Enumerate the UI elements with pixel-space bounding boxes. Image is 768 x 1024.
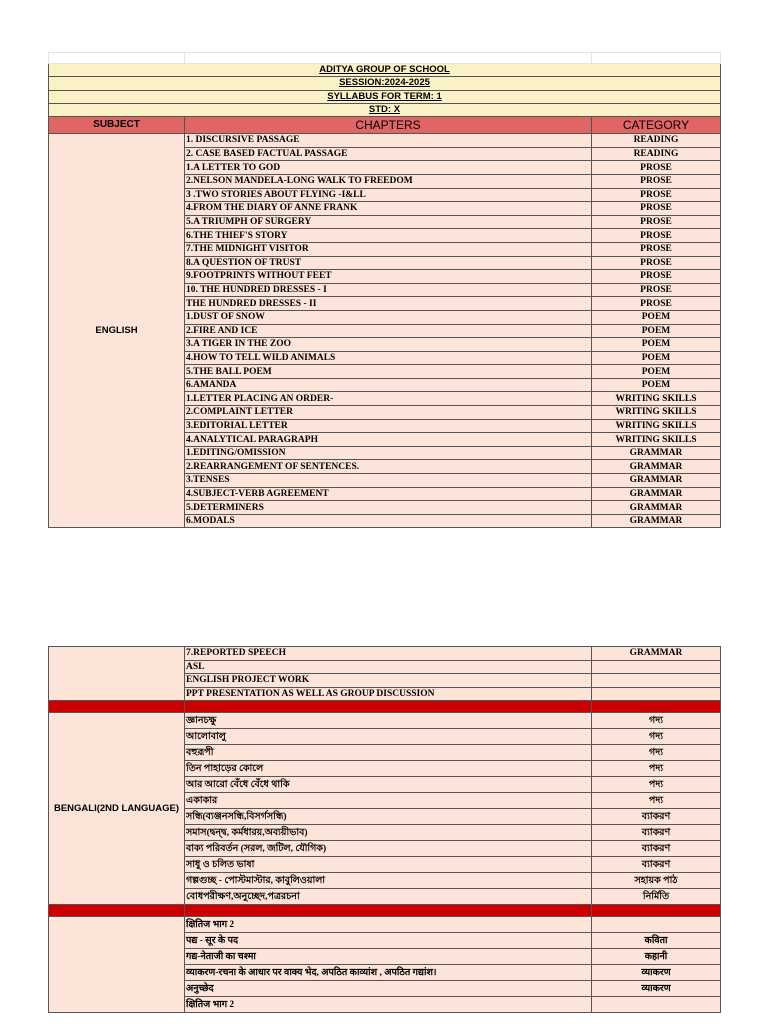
subject-header: SUBJECT xyxy=(49,117,185,134)
chapter-cell: 4.ANALYTICAL PARAGRAPH xyxy=(185,433,592,447)
chapter-cell: জ্ঞানচক্ষু xyxy=(185,713,592,729)
category-cell: GRAMMAR xyxy=(592,460,721,474)
chapter-cell: 5.THE BALL POEM xyxy=(185,365,592,379)
category-cell xyxy=(592,687,721,701)
category-cell: PROSE xyxy=(592,161,721,175)
category-cell: PROSE xyxy=(592,256,721,270)
category-cell: গদ্য xyxy=(592,729,721,745)
category-cell: ব্যাকরণ xyxy=(592,825,721,841)
table-row xyxy=(49,647,721,661)
chapter-cell: अनुच्छेद xyxy=(185,981,592,997)
chapter-cell: সন্ধি(ব্যঞ্জনসন্ধি,বিসর্গসন্ধি) xyxy=(185,809,592,825)
category-cell: পদ্য xyxy=(592,761,721,777)
category-cell xyxy=(592,997,721,1013)
section-separator xyxy=(49,701,721,713)
category-cell xyxy=(592,660,721,674)
category-cell: GRAMMAR xyxy=(592,501,721,515)
table-row xyxy=(49,713,721,729)
category-cell: POEM xyxy=(592,324,721,338)
chapter-cell: একাকার xyxy=(185,793,592,809)
chapter-cell: व्याकरण-रचना के आधार पर वाक्य भेद, अपठित काव्यांश , अपठित गद्यांश। xyxy=(185,965,592,981)
chapter-cell: 4.SUBJECT-VERB AGREEMENT xyxy=(185,487,592,501)
english-section xyxy=(49,134,721,528)
category-cell: ব্যাকরণ xyxy=(592,841,721,857)
chapter-cell: 10. THE HUNDRED DRESSES - I xyxy=(185,283,592,297)
category-cell: PROSE xyxy=(592,242,721,256)
chapter-cell: গল্পগুচ্ছ - পোস্টমাস্টার, কাবুলিওয়ালা xyxy=(185,873,592,889)
category-cell: গদ্য xyxy=(592,745,721,761)
standard-label: STD: X xyxy=(49,103,721,116)
chapter-cell: 1.A LETTER TO GOD xyxy=(185,161,592,175)
chapter-cell: 3.TENSES xyxy=(185,474,592,488)
chapter-cell: 6.AMANDA xyxy=(185,378,592,392)
chapter-cell: 1. DISCURSIVE PASSAGE xyxy=(185,134,592,148)
category-cell: GRAMMAR xyxy=(592,446,721,460)
chapter-cell: गद्य-नेताजी का चश्मा xyxy=(185,949,592,965)
category-cell: POEM xyxy=(592,378,721,392)
chapter-cell: THE HUNDRED DRESSES - II xyxy=(185,297,592,311)
chapter-cell: 7.THE MIDNIGHT VISITOR xyxy=(185,242,592,256)
category-cell: WRITING SKILLS xyxy=(592,392,721,406)
category-cell: PROSE xyxy=(592,297,721,311)
chapter-cell: क्षितिज भाग 2 xyxy=(185,997,592,1013)
section-separator xyxy=(49,905,721,917)
chapter-cell: 1.EDITING/OMISSION xyxy=(185,446,592,460)
category-cell: নির্মিতি xyxy=(592,889,721,905)
chapter-cell: বাক্য পরিবর্তন (সরল, জটিল, যৌগিক) xyxy=(185,841,592,857)
chapter-cell: 2.FIRE AND ICE xyxy=(185,324,592,338)
chapter-cell: সাধু ও চলিত ভাষা xyxy=(185,857,592,873)
chapter-cell: PPT PRESENTATION AS WELL AS GROUP DISCUSSION xyxy=(185,687,592,701)
category-header: CATEGORY xyxy=(592,117,721,134)
term-label: SYLLABUS FOR TERM: 1 xyxy=(49,90,721,103)
subject-cell xyxy=(49,647,185,701)
chapter-cell: বহুরূপী xyxy=(185,745,592,761)
category-cell: READING xyxy=(592,134,721,148)
chapter-cell: 1.DUST OF SNOW xyxy=(185,310,592,324)
chapter-cell: 5.DETERMINERS xyxy=(185,501,592,515)
category-cell: পদ্য xyxy=(592,777,721,793)
syllabus-sheet-page-2 xyxy=(48,646,720,1013)
category-cell xyxy=(592,674,721,688)
category-cell: ব্যাকরণ xyxy=(592,809,721,825)
chapter-cell: 2.REARRANGEMENT OF SENTENCES. xyxy=(185,460,592,474)
chapter-cell: 2.COMPLAINT LETTER xyxy=(185,406,592,420)
category-cell: গদ্য xyxy=(592,713,721,729)
chapter-cell: 3 .TWO STORIES ABOUT FLYING -I&LL xyxy=(185,188,592,202)
category-cell: POEM xyxy=(592,365,721,379)
chapter-cell: ENGLISH PROJECT WORK xyxy=(185,674,592,688)
category-cell: POEM xyxy=(592,351,721,365)
category-cell xyxy=(592,917,721,933)
category-cell: GRAMMAR xyxy=(592,647,721,661)
category-cell: GRAMMAR xyxy=(592,474,721,488)
chapter-cell: 2. CASE BASED FACTUAL PASSAGE xyxy=(185,147,592,161)
chapter-cell: 6.THE THIEF'S STORY xyxy=(185,229,592,243)
category-cell: व्याकरण xyxy=(592,981,721,997)
subject-cell xyxy=(49,917,185,1013)
category-cell: PROSE xyxy=(592,283,721,297)
syllabus-table-continued xyxy=(48,646,721,1013)
chapter-cell: 5.A TRIUMPH OF SURGERY xyxy=(185,215,592,229)
chapter-cell: আলোবালু xyxy=(185,729,592,745)
syllabus-sheet-page-1 xyxy=(48,52,720,528)
chapter-cell: তিন পাহাড়ের কোলে xyxy=(185,761,592,777)
category-cell: GRAMMAR xyxy=(592,514,721,528)
school-name: ADITYA GROUP OF SCHOOL xyxy=(49,64,721,77)
chapter-cell: 8.A QUESTION OF TRUST xyxy=(185,256,592,270)
syllabus-table xyxy=(48,52,721,528)
category-cell: PROSE xyxy=(592,270,721,284)
chapter-cell: 7.REPORTED SPEECH xyxy=(185,647,592,661)
header-row xyxy=(49,117,721,134)
title-row xyxy=(49,64,721,77)
table-row xyxy=(49,917,721,933)
bengali-section xyxy=(49,713,721,905)
title-row xyxy=(49,90,721,103)
category-cell: WRITING SKILLS xyxy=(592,433,721,447)
category-cell: ব্যাকরণ xyxy=(592,857,721,873)
empty-row xyxy=(49,53,721,64)
category-cell: PROSE xyxy=(592,215,721,229)
subject-cell: BENGALI(2ND LANGUAGE) xyxy=(49,713,185,905)
category-cell: WRITING SKILLS xyxy=(592,406,721,420)
category-cell: GRAMMAR xyxy=(592,487,721,501)
chapter-cell: क्षितिज भाग 2 xyxy=(185,917,592,933)
english-section-continued xyxy=(49,647,721,701)
chapter-cell: 6.MODALS xyxy=(185,514,592,528)
category-cell: कहानी xyxy=(592,949,721,965)
title-row xyxy=(49,77,721,90)
category-cell: POEM xyxy=(592,310,721,324)
table-row xyxy=(49,134,721,148)
category-cell: পদ্য xyxy=(592,793,721,809)
category-cell: PROSE xyxy=(592,202,721,216)
chapter-cell: 1.LETTER PLACING AN ORDER- xyxy=(185,392,592,406)
category-cell: PROSE xyxy=(592,174,721,188)
chapters-header: CHAPTERS xyxy=(185,117,592,134)
chapter-cell: 3.EDITORIAL LETTER xyxy=(185,419,592,433)
chapter-cell: ASL xyxy=(185,660,592,674)
category-cell: PROSE xyxy=(592,188,721,202)
subject-cell: ENGLISH xyxy=(49,134,185,528)
chapter-cell: 3.A TIGER IN THE ZOO xyxy=(185,338,592,352)
title-row xyxy=(49,103,721,116)
chapter-cell: আর আরো বেঁধে বেঁধে থাকি xyxy=(185,777,592,793)
chapter-cell: বোধপরীক্ষণ,অনুচ্ছেদ,পত্ররচনা xyxy=(185,889,592,905)
chapter-cell: সমাস(দ্বন্দ্ব, কর্মধারয়,অব্যয়ীভাব) xyxy=(185,825,592,841)
category-cell: সহায়ক পাঠ xyxy=(592,873,721,889)
chapter-cell: 2.NELSON MANDELA-LONG WALK TO FREEDOM xyxy=(185,174,592,188)
chapter-cell: पद्य - सूर के पद xyxy=(185,933,592,949)
category-cell: READING xyxy=(592,147,721,161)
chapter-cell: 4.FROM THE DIARY OF ANNE FRANK xyxy=(185,202,592,216)
category-cell: POEM xyxy=(592,338,721,352)
category-cell: PROSE xyxy=(592,229,721,243)
chapter-cell: 4.HOW TO TELL WILD ANIMALS xyxy=(185,351,592,365)
category-cell: WRITING SKILLS xyxy=(592,419,721,433)
hindi-section xyxy=(49,917,721,1013)
category-cell: कविता xyxy=(592,933,721,949)
session-label: SESSION:2024-2025 xyxy=(49,77,721,90)
category-cell: व्याकरण xyxy=(592,965,721,981)
chapter-cell: 9.FOOTPRINTS WITHOUT FEET xyxy=(185,270,592,284)
